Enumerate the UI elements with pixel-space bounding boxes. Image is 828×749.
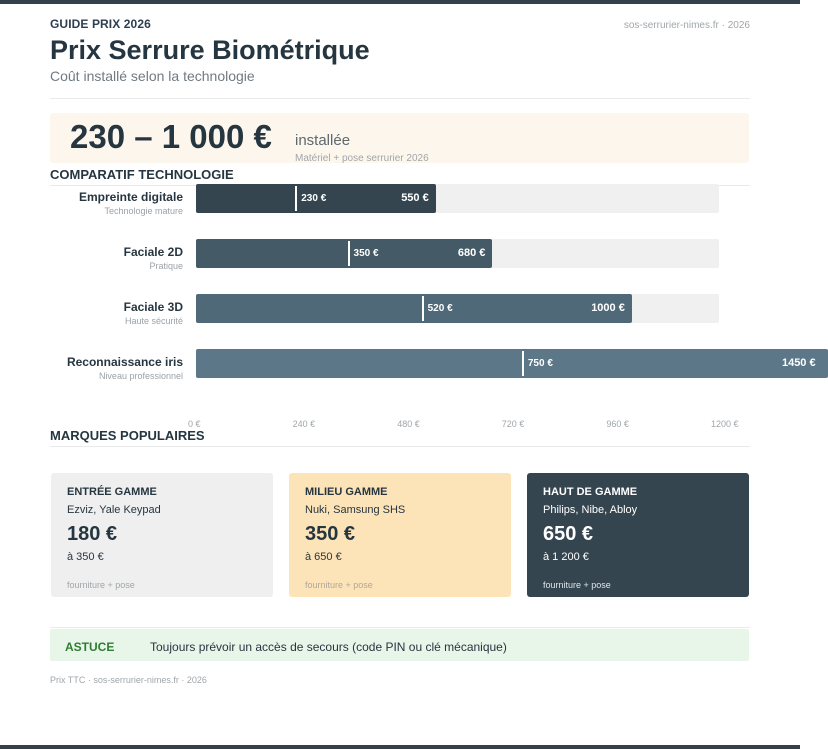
guide-kicker: GUIDE PRIX 2026 (50, 17, 151, 31)
tip-text: Toujours prévoir un accès de secours (code PIN ou clé mécanique) (150, 640, 507, 654)
card-high-range (527, 473, 749, 597)
row-label: Faciale 2D (123, 245, 183, 259)
max-price-label: 550 € (401, 192, 429, 204)
page-title: Prix Serrure Biométrique (50, 35, 370, 65)
card-mid-range (289, 473, 511, 597)
card-title: ENTRÉE GAMME (67, 486, 157, 498)
card-price: 350 € (305, 523, 356, 545)
max-price-label: 1000 € (591, 302, 625, 314)
card-title: MILIEU GAMME (305, 486, 388, 498)
source-label: sos-serrurier-nimes.fr · 2026 (623, 20, 750, 31)
card-price: 180 € (67, 523, 118, 545)
min-price-marker (522, 351, 524, 376)
min-price-marker (348, 241, 350, 266)
tip-label: ASTUCE (65, 640, 115, 654)
price-range-note: Matériel + pose serrurier 2026 (295, 153, 429, 164)
max-price-label: 680 € (457, 247, 486, 259)
x-axis-tick-label: 1200 € (711, 419, 739, 429)
card-price-max: à 1 200 € (543, 551, 589, 563)
range-bar (196, 294, 632, 323)
page-subtitle: Coût installé selon la technologie (50, 68, 255, 84)
range-bar (196, 239, 492, 268)
x-axis-tick-label: 480 € (397, 419, 420, 429)
top-accent-bar (0, 0, 800, 4)
card-note: fourniture + pose (305, 580, 373, 590)
price-range-unit: installée (295, 132, 351, 149)
card-brands: Nuki, Samsung SHS (305, 504, 406, 516)
x-axis-tick-label: 720 € (501, 419, 525, 429)
range-bar (196, 349, 828, 378)
price-range-value: 230 – 1 000 € (70, 118, 272, 155)
card-note: fourniture + pose (67, 580, 135, 590)
row-sublabel: Niveau professionnel (98, 371, 183, 381)
card-brands: Philips, Nibe, Abloy (543, 504, 638, 516)
row-label: Faciale 3D (123, 300, 183, 314)
header-divider (50, 98, 750, 99)
footer-source: Prix TTC · sos-serrurier-nimes.fr · 2026 (50, 675, 207, 685)
tip-divider (50, 627, 750, 628)
card-price: 650 € (543, 523, 594, 545)
x-axis-tick-label: 960 € (606, 419, 629, 429)
card-note: fourniture + pose (543, 580, 611, 590)
row-sublabel: Pratique (149, 261, 183, 271)
card-price-max: à 650 € (305, 551, 342, 563)
min-price-label: 520 € (427, 303, 453, 314)
brands-section-title: MARQUES POPULAIRES (50, 428, 205, 443)
x-axis-tick-label: 0 € (188, 419, 201, 429)
row-label: Empreinte digitale (78, 190, 183, 204)
min-price-label: 750 € (527, 358, 553, 369)
card-title: HAUT DE GAMME (543, 486, 638, 498)
row-label: Reconnaissance iris (66, 355, 183, 369)
max-price-label: 1450 € (781, 357, 816, 369)
row-sublabel: Technologie mature (104, 206, 183, 216)
card-brands: Ezviz, Yale Keypad (67, 504, 161, 516)
row-sublabel: Haute sécurité (124, 316, 183, 326)
brands-divider (50, 446, 750, 447)
bottom-accent-bar (0, 745, 800, 749)
card-price-max: à 350 € (67, 551, 104, 563)
x-axis-tick-label: 240 € (292, 419, 316, 429)
min-price-label: 350 € (353, 248, 379, 259)
comparison-section-title: COMPARATIF TECHNOLOGIE (50, 167, 234, 182)
min-price-marker (295, 186, 297, 211)
min-price-label: 230 € (301, 193, 327, 204)
card-entry-range (51, 473, 273, 597)
min-price-marker (422, 296, 424, 321)
